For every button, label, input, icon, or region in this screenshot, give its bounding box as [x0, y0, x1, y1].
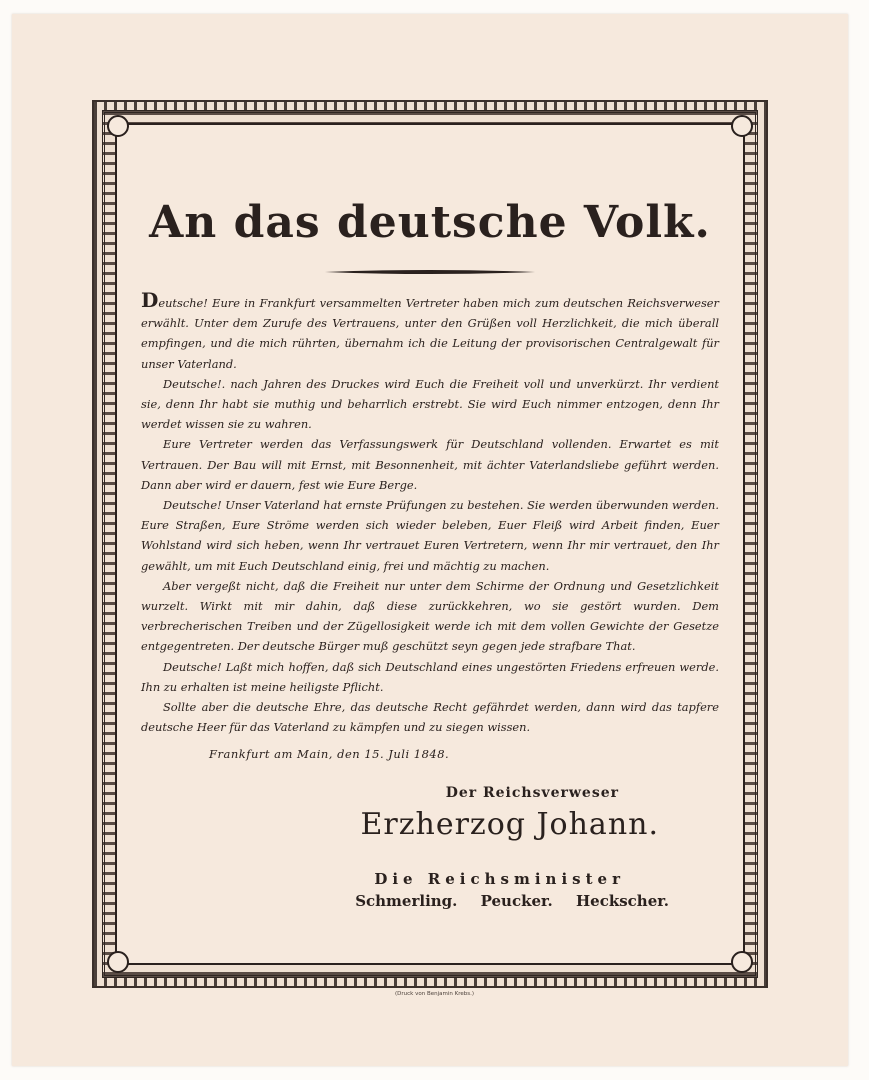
dateline: Frankfurt am Main, den 15. Juli 1848. — [209, 747, 450, 762]
paragraph-2: Deutsche!. nach Jahren des Druckes wird Euch die Freiheit voll und unverkürzt. Ihr verdient sie, denn Ihr habt sie muthig und beharrlich erstrebt. Sie wird Euch nimmer entzogen, denn Ihr werdet wissen sie zu wahren. — [141, 376, 719, 432]
paragraph-4: Deutsche! Unser Vaterland hat ernste Prüfungen zu bestehen. Sie werden überwunden werden. Eure Straßen, Eure Ströme werden sich wieder beleben, Euer Fleiß wird Arbeit finden, Euer Wohlstand wird sich heben, wenn Ihr vertrauet Euren Vertretern, wenn Ihr mir vertrauet, den Ihr gewählt, um mit Euch Deutschland einig, frei und mächtig zu machen. — [141, 498, 719, 573]
ornamental-border — [92, 100, 768, 988]
text-panel — [115, 123, 745, 965]
paragraph-7: Sollte aber die deutsche Ehre, das deutsche Recht gefährdet werden, dann wird das tapfere deutsche Heer für das Vaterland zu kämpfen und zu siegen wissen. — [141, 700, 719, 735]
proclamation-content — [141, 155, 719, 943]
signature-title: Der Reichsverweser — [445, 785, 619, 802]
paragraph-1 — [141, 288, 719, 374]
printer-imprint: (Druck von Benjamin Krebs.) — [395, 991, 474, 997]
paragraph-6: Deutsche! Laßt mich hoffen, daß sich Deutschland eines ungestörten Friedens erfreuen werde. Ihn zu erhalten ist meine heiligste Pflicht. — [141, 659, 719, 694]
ministers-names: Schmerling. Peucker. Heckscher. — [355, 892, 669, 911]
corner-ornament-icon — [107, 951, 129, 973]
title-divider — [325, 269, 535, 275]
paragraph-text: eutsche! Eure in Frankfurt versammelten Vertreter haben mich zum deutschen Reichsverweser erwählt. Unter dem Zurufe des Vertrauens, unter den Grüßen voll Herzlichkeit, die mich überall empfingen, und die mich rührten, übernahm ich die Leitung der provisorischen Centralgewalt für unser Vaterland. — [141, 296, 719, 371]
ministers-title: Die Reichsminister — [374, 870, 625, 889]
paragraph-5: Aber vergeßt nicht, daß die Freiheit nur unter dem Schirme der Ordnung und Gesetzlichkeit wurzelt. Wirkt mit mir dahin, daß diese zurückkehren, wo sie gestört wurden. Dem verbrecherischen Treiben und der Zügellosigkeit werde ich mit dem vollen Gewichte der Gesetze entgegentreten. Der deutsche Bürger muß geschützt seyn gegen jede strafbare That. — [141, 578, 719, 654]
signature-name: Erzherzog Johann. — [360, 807, 659, 843]
corner-ornament-icon — [731, 115, 753, 137]
corner-ornament-icon — [107, 115, 129, 137]
drop-cap: D — [141, 288, 159, 312]
proclamation-title: An das deutsche Volk. — [149, 197, 711, 248]
paragraph-3: Eure Vertreter werden das Verfassungswerk für Deutschland vollenden. Erwartet es mit Vertrauen. Der Bau will mit Ernst, mit Besonnenheit, mit ächter Vaterlandsliebe geführt werden. Dann aber wird er dauern, fest wie Eure Berge. — [141, 437, 719, 492]
corner-ornament-icon — [731, 951, 753, 973]
ornamental-border-middle — [102, 110, 758, 978]
